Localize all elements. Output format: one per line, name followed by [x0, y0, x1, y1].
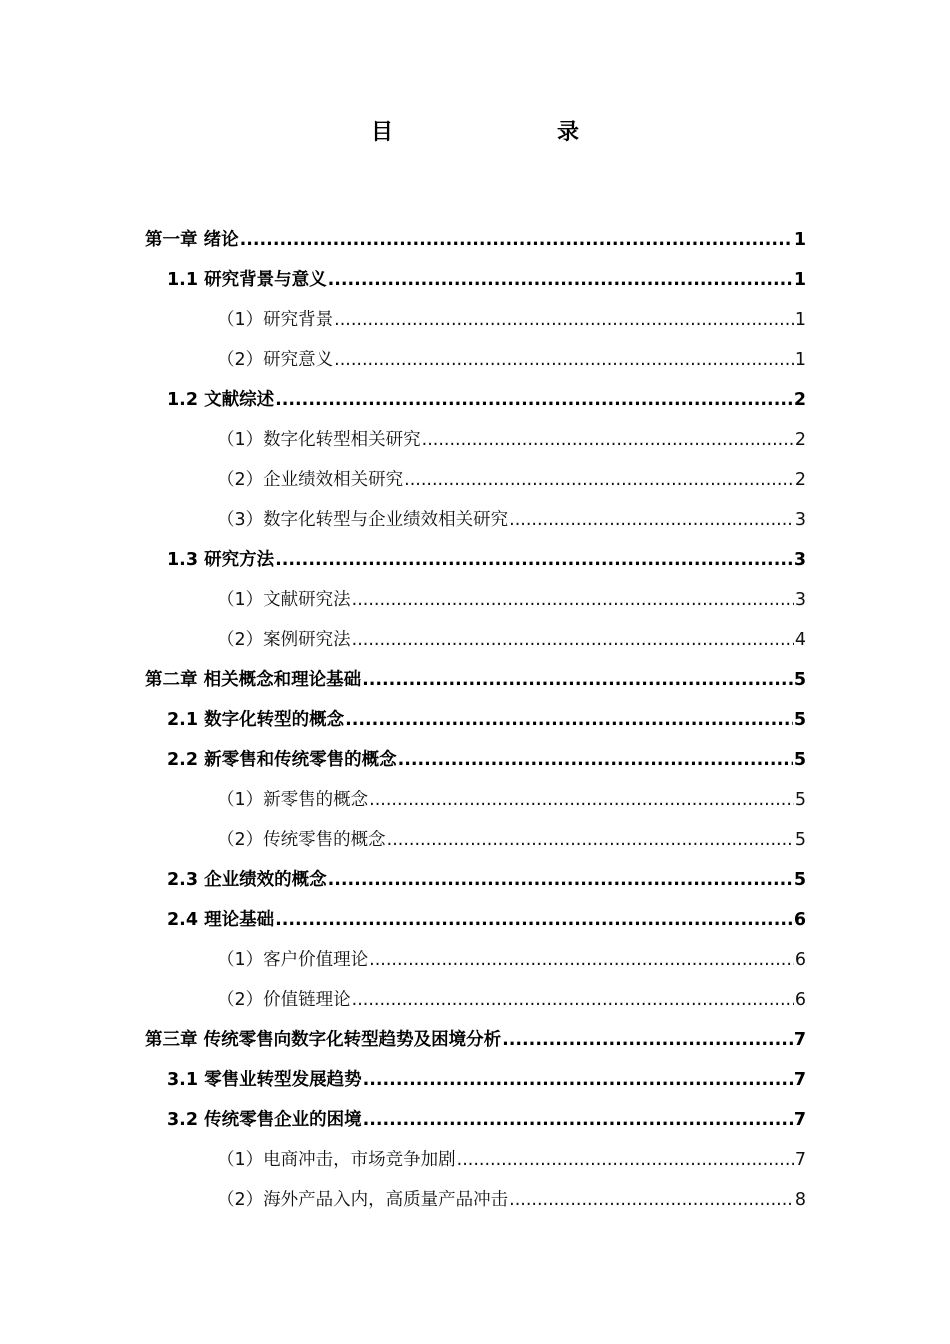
toc-page-number: 2	[794, 430, 806, 450]
dot-leader	[363, 1101, 793, 1139]
toc-entry-text: （2）企业绩效相关研究	[217, 470, 404, 490]
toc-page-number: 6	[793, 910, 806, 930]
dot-leader	[363, 1061, 793, 1099]
toc-entry[interactable]	[145, 1181, 806, 1221]
dot-leader	[334, 301, 794, 339]
toc-entry[interactable]	[145, 581, 806, 621]
toc-entry[interactable]	[145, 701, 806, 741]
dot-leader	[352, 621, 794, 659]
toc-entry-text: （1）新零售的概念	[217, 790, 369, 810]
toc-entry-text: （1）文献研究法	[217, 590, 351, 610]
toc-entry[interactable]	[145, 661, 806, 701]
toc-entry-text: 1.2 文献综述	[167, 390, 275, 410]
dot-leader	[352, 581, 794, 619]
dot-leader	[334, 341, 794, 379]
toc-entry[interactable]	[145, 861, 806, 901]
dot-leader	[398, 741, 793, 779]
toc-entry[interactable]	[145, 341, 806, 381]
toc-entry[interactable]	[145, 421, 806, 461]
dot-leader	[275, 901, 793, 939]
toc-entry[interactable]	[145, 501, 806, 541]
toc-entry-text: 2.2 新零售和传统零售的概念	[167, 750, 397, 770]
toc-entry-text: 第一章 绪论	[145, 230, 239, 250]
toc-entry-text: 第二章 相关概念和理论基础	[145, 670, 362, 690]
toc-entry-text: （1）研究背景	[217, 310, 334, 330]
dot-leader	[328, 261, 793, 299]
dot-leader	[369, 781, 794, 819]
dot-leader	[509, 501, 794, 539]
toc-entry[interactable]	[145, 821, 806, 861]
toc-page-number: 3	[793, 550, 806, 570]
toc-page-number: 1	[794, 350, 806, 370]
toc-entry-text: 2.1 数字化转型的概念	[167, 710, 345, 730]
toc-entry-text: 3.1 零售业转型发展趋势	[167, 1070, 362, 1090]
toc-title: 目 录	[370, 120, 619, 145]
toc-page-number: 1	[793, 270, 806, 290]
toc-entry-text: 2.3 企业绩效的概念	[167, 870, 327, 890]
toc-entry[interactable]	[145, 781, 806, 821]
toc-page-number: 7	[793, 1070, 806, 1090]
toc-page-number: 3	[794, 510, 806, 530]
toc-entry-text: （3）数字化转型与企业绩效相关研究	[217, 510, 509, 530]
dot-leader	[275, 541, 793, 579]
dot-leader	[369, 941, 794, 979]
toc-entry-text: 2.4 理论基础	[167, 910, 275, 930]
toc-entry[interactable]	[145, 1061, 806, 1101]
toc-page-number: 4	[794, 630, 806, 650]
toc-page-number: 7	[793, 1030, 806, 1050]
toc-page-number: 5	[794, 830, 806, 850]
toc-page-number: 7	[793, 1110, 806, 1130]
toc-page-number: 1	[793, 230, 806, 250]
toc-entry-text: （1）电商冲击，市场竞争加剧	[217, 1150, 456, 1170]
toc-entry[interactable]	[145, 1141, 806, 1181]
toc-page-number: 2	[793, 390, 806, 410]
toc-page-number: 5	[793, 670, 806, 690]
toc-entry-text: 1.1 研究背景与意义	[167, 270, 327, 290]
toc-page-number: 7	[794, 1150, 806, 1170]
toc-page-number: 8	[794, 1190, 806, 1210]
toc-entry-text: （2）价值链理论	[217, 990, 351, 1010]
toc-page-number: 5	[793, 710, 806, 730]
toc-entry[interactable]	[145, 981, 806, 1021]
dot-leader	[502, 1021, 793, 1059]
dot-leader	[352, 981, 794, 1019]
toc-entry[interactable]	[145, 541, 806, 581]
dot-leader	[509, 1181, 794, 1219]
toc-entry[interactable]	[145, 221, 806, 261]
toc-page-number: 6	[794, 990, 806, 1010]
dot-leader	[362, 661, 793, 699]
toc-entry[interactable]	[145, 301, 806, 341]
dot-leader	[404, 461, 794, 499]
dot-leader	[328, 861, 793, 899]
toc-entry-text: （2）研究意义	[217, 350, 334, 370]
toc-page-number: 5	[793, 750, 806, 770]
toc-entry[interactable]	[145, 461, 806, 501]
dot-leader	[387, 821, 794, 859]
toc-entry-text: （2）案例研究法	[217, 630, 351, 650]
toc-page-number: 1	[794, 310, 806, 330]
dot-leader	[275, 381, 793, 419]
toc-entry[interactable]	[145, 1101, 806, 1141]
toc-entry-text: （2）传统零售的概念	[217, 830, 386, 850]
toc-page-number: 5	[793, 870, 806, 890]
toc-entry[interactable]	[145, 381, 806, 421]
toc-entry-text: 3.2 传统零售企业的困境	[167, 1110, 362, 1130]
toc-entry[interactable]	[145, 261, 806, 301]
toc-entry[interactable]	[145, 741, 806, 781]
toc-entry[interactable]	[145, 941, 806, 981]
dot-leader	[457, 1141, 794, 1179]
table-of-contents	[145, 221, 806, 1221]
toc-entry-text: （1）客户价值理论	[217, 950, 369, 970]
dot-leader	[345, 701, 793, 739]
dot-leader	[422, 421, 794, 459]
toc-page-number: 3	[794, 590, 806, 610]
dot-leader	[240, 221, 793, 259]
toc-page-number: 5	[794, 790, 806, 810]
toc-page-number: 6	[794, 950, 806, 970]
toc-entry[interactable]	[145, 1021, 806, 1061]
toc-entry-text: （1）数字化转型相关研究	[217, 430, 421, 450]
toc-entry[interactable]	[145, 901, 806, 941]
toc-entry-text: 第三章 传统零售向数字化转型趋势及困境分析	[145, 1030, 502, 1050]
toc-page-number: 2	[794, 470, 806, 490]
toc-entry-text: 1.3 研究方法	[167, 550, 275, 570]
toc-entry-text: （2）海外产品入内，高质量产品冲击	[217, 1190, 509, 1210]
toc-entry[interactable]	[145, 621, 806, 661]
